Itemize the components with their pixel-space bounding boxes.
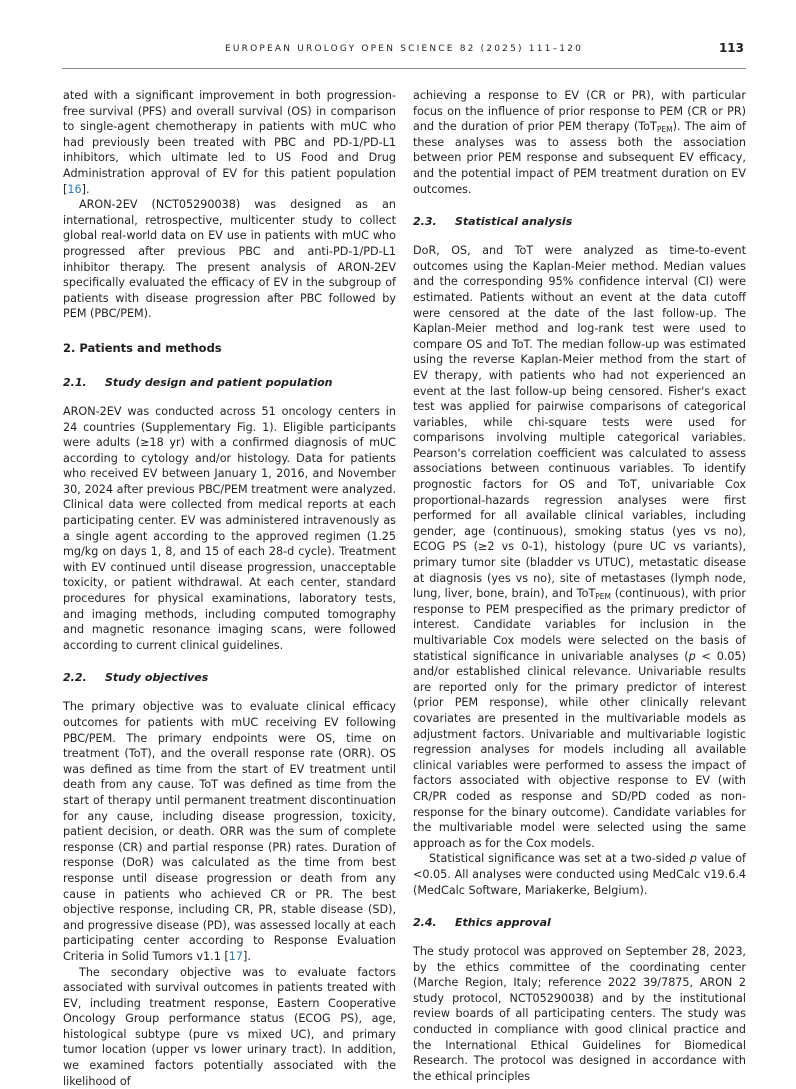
paragraph-ethics: The study protocol was approved on September 28, 2023, by the ethics committee of the coordinating center (Marche Region, Italy; reference 2022 39/7875, ARON 2 study protocol, NCT05290038) and by the institutional review boards of all participating centers. The study was conducted in compliance with good clinical practice and the International Ethical Guidelines for Biomedical Research. The protocol was designed in accordance with the ethical principles (413, 944, 746, 1084)
running-header (62, 38, 746, 69)
subsection-heading: 2.3. Statistical analysis (413, 214, 746, 230)
paragraph-primary-objective: The primary objective was to evaluate clinical efficacy outcomes for patients with mUC receiving EV following PBC/PEM. The primary endpoints were OS, time on treatment (ToT), and the overall response rate (ORR). OS was defined as time from the start of EV treatment until death from any cause. ToT was defined as time from the start of therapy until permanent treatment discontinuation for any cause, including disease progression, toxicity, patient decision, or death. ORR was the sum of complete response (CR) and partial response (PR) rates. Duration of response (DoR) was calculated as the time from best response until disease progression or death from any cause in patients who achieved CR or PR. The best objective response, including CR, PR, stable disease (SD), and progressive disease (PD), was assessed locally at each participating center according to Response Evaluation Criteria in Solid Tumors v1.1 [17]. (63, 699, 396, 964)
paragraph-aron2ev: ARON-2EV (NCT05290038) was designed as an international, retrospective, multicenter study to collect global real-world data on EV use in patients with mUC who progressed after previous PBC and anti-PD-1/PD-L1 inhibitor therapy. The present analysis of ARON-2EV specifically evaluated the efficacy of EV in the subgroup of patients with disease progression after PBC followed by PEM (PBC/PEM). (63, 197, 396, 322)
citation-link[interactable]: 16 (67, 183, 81, 196)
paragraph-study-design: ARON-2EV was conducted across 51 oncology centers in 24 countries (Supplementary Fig. 1). Eligible participants were adults (≥18 yr) with a confirmed diagnosis of mUC according to cytology and/or histology. Data for patients who received EV between January 1, 2016, and November 30, 2024 after previous PBC/PEM treatment were analyzed. Clinical data were collected from medical reports at each participating center. EV was administered intravenously as a single agent according to the approved regimen (1.25 mg/kg on days 1, 8, and 15 of each 28-d cycle). Treatment with EV continued until disease progression, unacceptable toxicity, or patient withdrawal. At each center, standard procedures for physical examinations, laboratory tests, and imaging methods, including computed tomography and magnetic resonance imaging scans, were followed according to current clinical guidelines. (63, 404, 396, 654)
paragraph-statistical-methods: DoR, OS, and ToT were analyzed as time-to-event outcomes using the Kaplan-Meier method. Median values and the corresponding 95% confidence interval (CI) were estimated. Patients without an event at the data cutoff were censored at the date of the last follow-up. The Kaplan-Meier method and log-rank test were used to compare OS and ToT. The median follow-up was estimated using the reverse Kaplan-Meier method from the start of EV therapy, with patients who had not experienced an event at the last follow-up being censored. Fisher's exact test was applied for pairwise comparisons of categorical variables, while chi-square tests were used for comparisons involving multiple categorical variables. Pearson's correlation coefficient was calculated to assess associations between continuous variables. To identify prognostic factors for OS and ToT, univariable Cox proportional-hazards regression analyses were first performed for all available clinical variables, including gender, age (continuous), smoking status (yes vs no), ECOG PS (≥2 vs 0-1), histology (pure UC vs variants), primary tumor site (bladder vs UTUC), metastatic disease at diagnosis (yes vs no), site of metastases (lymph node, lung, liver, bone, brain), and ToT$_{PEM}$ (continuous), with prior response to PEM prespecified as the primary predictor of interest. Candidate variables for inclusion in the multivariable Cox models were selected on the basis of statistical significance in univariable analyses (p < 0.05) and/or established clinical relevance. Univariable results are reported only for the primary predictor of interest (prior PEM response), while other clinically relevant covariates are presented in the multivariable models as adjustment factors. Univariable and multivariable logistic regression analyses for models including all available clinical variables were performed to assess the impact of factors associated with objective response to EV (with CR/PR coded as response and SD/PD coded as non-response for the binary outcome). Candidate variables for the multivariable model were selected using the same approach as for the Cox models. (413, 243, 746, 851)
subsection-heading: 2.4. Ethics approval (413, 915, 746, 931)
right-column (413, 88, 746, 1084)
page-number: 113 (719, 41, 744, 55)
paragraph-objective-continued: achieving a response to EV (CR or PR), with particular focus on the influence of prior response to PEM (CR or PR) and the duration of prior PEM therapy (ToT$_{PEM}$). The aim of these analyses was to assess both the association between prior PEM response and subsequent EV efficacy, and the potential impact of PEM treatment duration on EV outcomes. (413, 88, 746, 197)
journal-citation: EUROPEAN UROLOGY OPEN SCIENCE 82 (2025) 111–120 (62, 44, 746, 54)
left-column (63, 88, 396, 1089)
paragraph-significance: Statistical significance was set at a two-sided p value of <0.05. All analyses were conducted using MedCalc v19.6.4 (MedCalc Software, Mariakerke, Belgium). (413, 851, 746, 898)
paragraph-secondary-objective: The secondary objective was to evaluate factors associated with survival outcomes in patients treated with EV, including treatment response, Eastern Cooperative Oncology Group performance status (ECOG PS), age, histological subtype (pure vs mixed UC), and primary tumor location (upper vs lower urinary tract). In addition, we examined factors potentially associated with the likelihood of (63, 965, 396, 1089)
subsection-heading: 2.2. Study objectives (63, 670, 396, 686)
citation-link[interactable]: 17 (229, 950, 243, 963)
paragraph-intro-continued: ated with a significant improvement in both progression-free survival (PFS) and overall survival (OS) in comparison to single-agent chemotherapy in patients with mUC who had previously been treated with PBC and PD-1/PD-L1 inhibitors, which ultimate led to US Food and Drug Administration approval of EV for this patient population [16]. (63, 88, 396, 197)
subsection-heading: 2.1. Study design and patient population (63, 375, 396, 391)
section-heading: 2. Patients and methods (63, 340, 396, 356)
